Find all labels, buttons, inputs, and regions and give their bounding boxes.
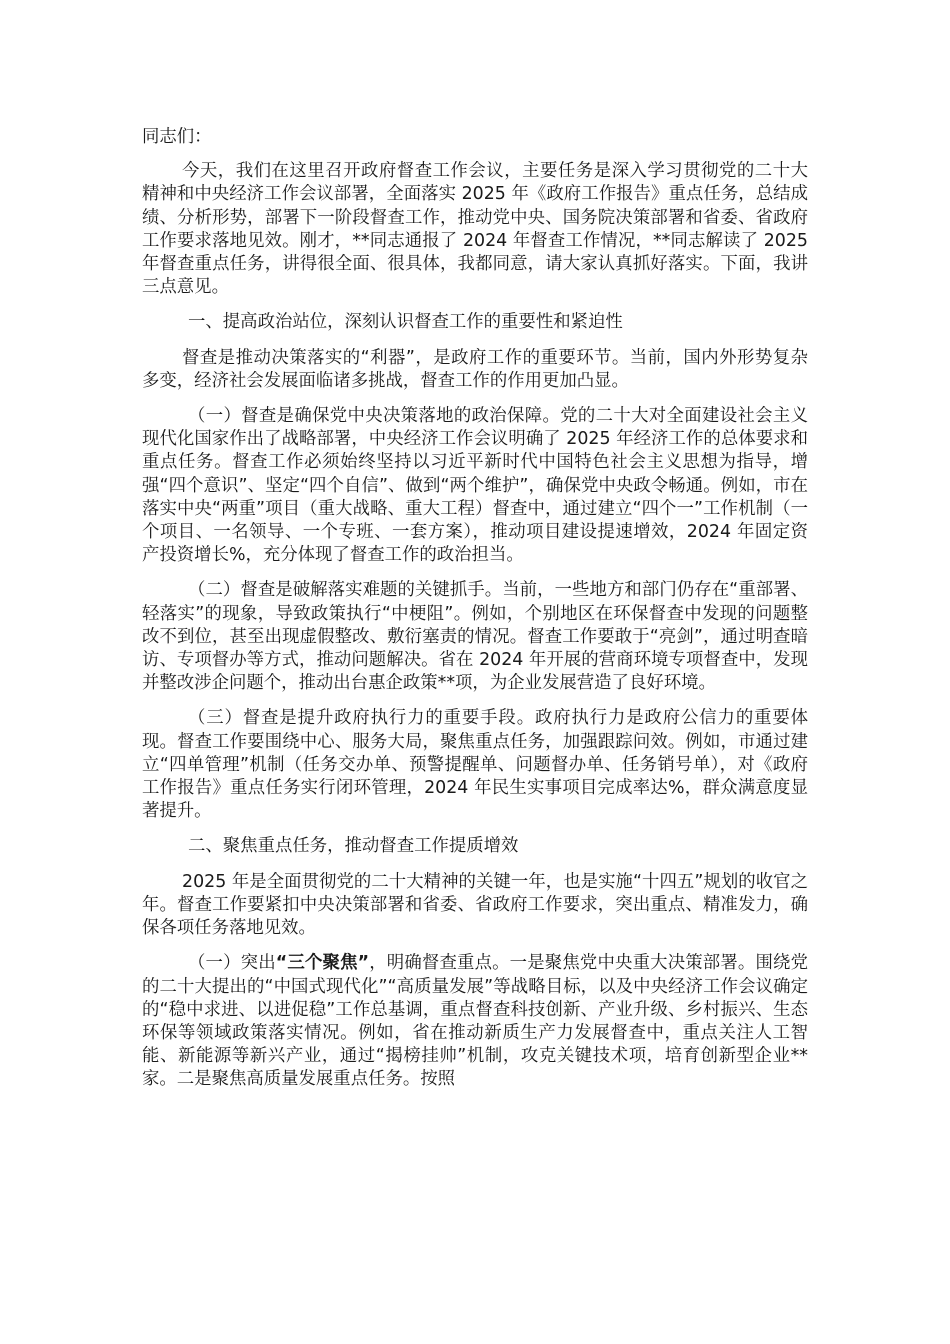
- document-page: [142, 126, 808, 1092]
- section-1-point-3: （三）督查是提升政府执行力的重要手段。政府执行力是政府公信力的重要体现。督查工作要围绕中心、服务大局，聚焦重点任务，加强跟踪问效。例如，市通过建立“四单管理”机制（任务交办单、预警提醒单、问题督办单、任务销号单），对《政府工作报告》重点任务实行闭环管理，2024 年民生实事项目完成率达%，群众满意度显著提升。: [142, 708, 808, 822]
- section-heading-2: 二、聚焦重点任务，推动督查工作提质增效: [188, 836, 519, 857]
- section-1-point-1: （一）督查是确保党中央决策落地的政治保障。党的二十大对全面建设社会主义现代化国家作出了战略部署，中央经济工作会议明确了 2025 年经济工作的总体要求和重点任务。督查工作必须始终坚持以习近平新时代中国特色社会主义思想为指导，增强“四个意识”、坚定“四个自信”、做到“两个维护”，确保党中央政令畅通。例如，市在落实中央“两重”项目（重大战略、重大工程）督查中，通过建立“四个一”工作机制（一个项目、一名领导、一个专班、一套方案），推动项目建设提速增效，2024 年固定资产投资增长%，充分体现了督查工作的政治担当。: [142, 406, 808, 566]
- section-heading-1: 一、提高政治站位，深刻认识督查工作的重要性和紧迫性: [188, 312, 623, 333]
- section-1-intro: 督查是推动决策落实的“利器”，是政府工作的重要环节。当前，国内外形势复杂多变，经济社会发展面临诸多挑战，督查工作的作用更加凸显。: [142, 347, 808, 391]
- section-2-point-1: [142, 952, 808, 1091]
- section-2-intro: 2025 年是全面贯彻党的二十大精神的关键一年，也是实施“十四五”规划的收官之年。督查工作要紧扣中央决策部署和省委、省政府工作要求，突出重点、精准发力，确保各项任务落地见效。: [142, 871, 808, 939]
- intro-paragraph: 今天，我们在这里召开政府督查工作会议，主要任务是深入学习贯彻党的二十大精神和中央经济工作会议部署，全面落实 2025 年《政府工作报告》重点任务，总结成绩、分析形势，部署下一阶段督查工作，推动党中央、国务院决策部署和省委、省政府工作要求落地见效。刚才，**同志通报了 2024 年督查工作情况，**同志解读了 2025 年督查重点任务，讲得很全面、很具体，我都同意，请大家认真抓好落实。下面，我讲三点意见。: [142, 161, 808, 298]
- point-prefix: （一）突出: [188, 953, 276, 974]
- point-body: ，明确督查重点。一是聚焦党中央重大决策部署。围绕党的二十大提出的“中国式现代化”“高质量发展”等战略目标，以及中央经济工作会议确定的“稳中求进、以进促稳”工作总基调，重点督查科技创新、产业升级、乡村振兴、生态环保等领域政策落实情况。例如，省在推动新质生产力发展督查中，重点关注人工智能、新能源等新兴产业，通过“揭榜挂帅”机制，攻克关键技术项，培育创新型企业**家。二是聚焦高质量发展重点任务。按照: [142, 953, 808, 1090]
- section-1-point-2: （二）督查是破解落实难题的关键抓手。当前，一些地方和部门仍存在“重部署、轻落实”的现象，导致政策执行“中梗阻”。例如，个别地区在环保督查中发现的问题整改不到位，甚至出现虚假整改、敷衍塞责的情况。督查工作要敢于“亮剑”，通过明查暗访、专项督办等方式，推动问题解决。省在 2024 年开展的营商环境专项督查中，发现并整改涉企问题个，推动出台惠企政策**项，为企业发展营造了良好环境。: [142, 580, 808, 694]
- salutation: 同志们：: [142, 127, 212, 147]
- bold-phrase: “三个聚焦”: [275, 953, 370, 974]
